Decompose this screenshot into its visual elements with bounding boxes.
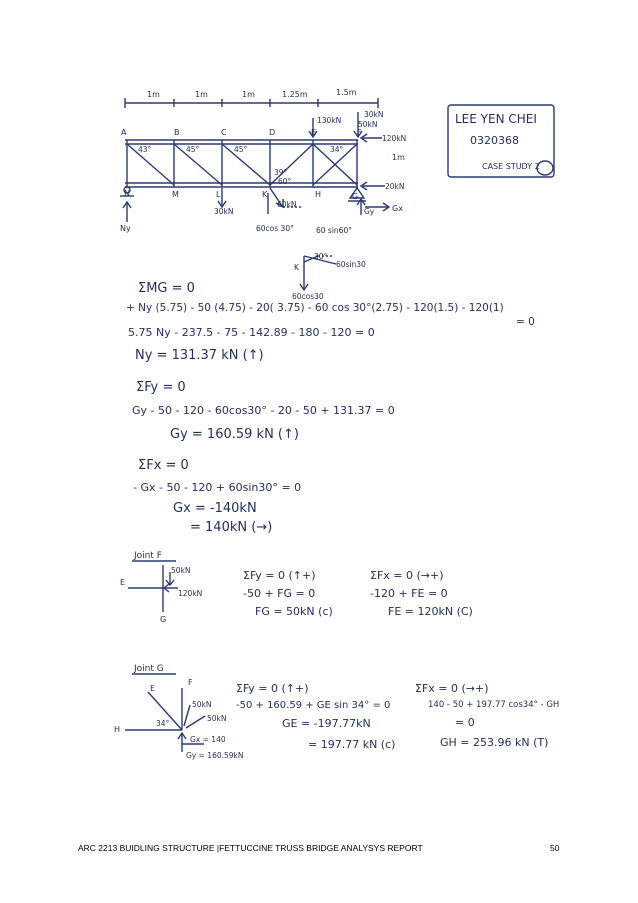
moment-line: + Ny (5.75) - 50 (4.75) - 20( 3.75) - 60 cos 30°(2.75) - 120(1.5) - 120(1) — [126, 302, 504, 314]
fx-result: Gx = -140kN — [173, 501, 257, 516]
joint-f-load: 50kN — [171, 566, 191, 575]
moment-result: Ny = 131.37 kN (↑) — [135, 348, 264, 363]
joint-g-eq: GE = -197.77kN — [282, 717, 371, 730]
load-label: 30kN — [364, 110, 384, 119]
joint-g-eq: = 0 — [455, 716, 475, 729]
angle-label: 39° — [274, 168, 288, 177]
angle-label: 45° — [186, 145, 200, 154]
case-study-label: CASE STUDY 2 — [482, 162, 540, 171]
joint-f-load: 120kN — [178, 589, 203, 598]
load-label: 20kN — [385, 182, 405, 191]
fbd-label: 30° — [314, 252, 328, 261]
joint-g-label: E — [150, 684, 156, 693]
joint-f-title: Joint F — [134, 551, 162, 561]
joint-f-label: E — [120, 578, 126, 587]
fbd-label: K — [294, 263, 299, 272]
fbd-label: 60sin30 — [336, 260, 366, 269]
node-label: C — [221, 128, 227, 137]
page-number: 50 — [550, 843, 560, 853]
joint-g-eq: -50 + 160.59 + GE sin 34° = 0 — [236, 700, 391, 711]
node-label: D — [269, 128, 276, 137]
joint-f-eq: FG = 50kN (c) — [255, 605, 333, 618]
height-label: 1m — [392, 153, 405, 162]
angle-label: 45° — [234, 145, 248, 154]
joint-g-reaction: Gx = 140 — [190, 735, 226, 744]
joint-g-eq: 140 - 50 + 197.77 cos34° - GH — [428, 700, 560, 710]
moment-title: ΣMG = 0 — [138, 281, 195, 296]
joint-g-eq: ΣFx = 0 (→+) — [415, 682, 489, 695]
joint-g-eq: GH = 253.96 kN (T) — [440, 736, 549, 749]
joint-g-load: 50kN — [207, 714, 227, 723]
joint-f-eq: ΣFx = 0 (→+) — [370, 569, 444, 582]
joint-f-eq: -120 + FE = 0 — [370, 587, 448, 600]
reaction-label: Gx — [392, 204, 403, 213]
joint-f-eq: ΣFy = 0 (↑+) — [243, 569, 316, 582]
fx-title: ΣFx = 0 — [138, 458, 189, 473]
reaction-label: Ny — [120, 224, 131, 233]
node-label: B — [174, 128, 180, 137]
node-label: N — [124, 189, 130, 198]
node-label: F — [357, 128, 362, 137]
fx-line: - Gx - 50 - 120 + 60sin30° = 0 — [133, 481, 302, 494]
moment-line: = 0 — [516, 316, 535, 328]
footer-title: ARC 2213 BUIDLING STRUCTURE |FETTUCCINE TRUSS BRIDGE ANALYSYS REPORT — [78, 843, 423, 853]
fx-result: = 140kN (→) — [190, 520, 273, 535]
joint-f-eq: FE = 120kN (C) — [388, 605, 473, 618]
angle-label: 34° — [330, 145, 344, 154]
angle-label: 60° — [278, 177, 292, 186]
reaction-label: Gy — [364, 207, 375, 216]
fy-title: ΣFy = 0 — [136, 380, 186, 395]
load-label: 50kN — [358, 120, 378, 129]
angle-label: 43° — [138, 145, 152, 154]
span-label: 1m — [242, 90, 255, 99]
joint-g-eq: = 197.77 kN (c) — [308, 738, 396, 751]
node-label: E — [311, 128, 317, 137]
joint-f-label: G — [160, 615, 167, 624]
node-label: L — [216, 190, 221, 199]
joint-g-load: 50kN — [192, 700, 212, 709]
joint-g-label: H — [114, 725, 121, 734]
joint-g-label: F — [188, 678, 193, 687]
student-name: LEE YEN CHEI — [455, 112, 537, 126]
joint-g-title: Joint G — [134, 664, 164, 674]
load-label: 30kN — [214, 207, 234, 216]
fbd-label: 60cos30 — [292, 292, 324, 301]
fy-line: Gy - 50 - 120 - 60cos30° - 20 - 50 + 131.37 = 0 — [132, 404, 395, 417]
joint-g-eq: ΣFy = 0 (↑+) — [236, 682, 309, 695]
node-label: G — [352, 192, 359, 201]
joint-g-angle: 34° — [156, 719, 170, 728]
span-label: 1.25m — [282, 90, 308, 99]
joint-g-reaction: Gy = 160.59kN — [186, 751, 244, 760]
node-label: H — [315, 190, 322, 199]
load-label: 120kN — [382, 134, 407, 143]
component-label: 60 sin60° — [316, 226, 352, 235]
component-label: 60cos 30° — [256, 224, 294, 233]
node-label: K — [262, 190, 268, 199]
student-id: 0320368 — [470, 134, 519, 147]
fy-result: Gy = 160.59 kN (↑) — [170, 427, 299, 442]
moment-line: 5.75 Ny - 237.5 - 75 - 142.89 - 180 - 120 = 0 — [128, 326, 375, 339]
node-label: M — [172, 190, 179, 199]
load-label: 60kN — [277, 200, 297, 209]
joint-f-eq: -50 + FG = 0 — [243, 587, 316, 600]
span-label: 1m — [195, 90, 208, 99]
span-label: 1m — [147, 90, 160, 99]
span-label: 1.5m — [336, 88, 357, 97]
node-label: A — [121, 128, 127, 137]
load-label: 130kN — [317, 116, 342, 125]
